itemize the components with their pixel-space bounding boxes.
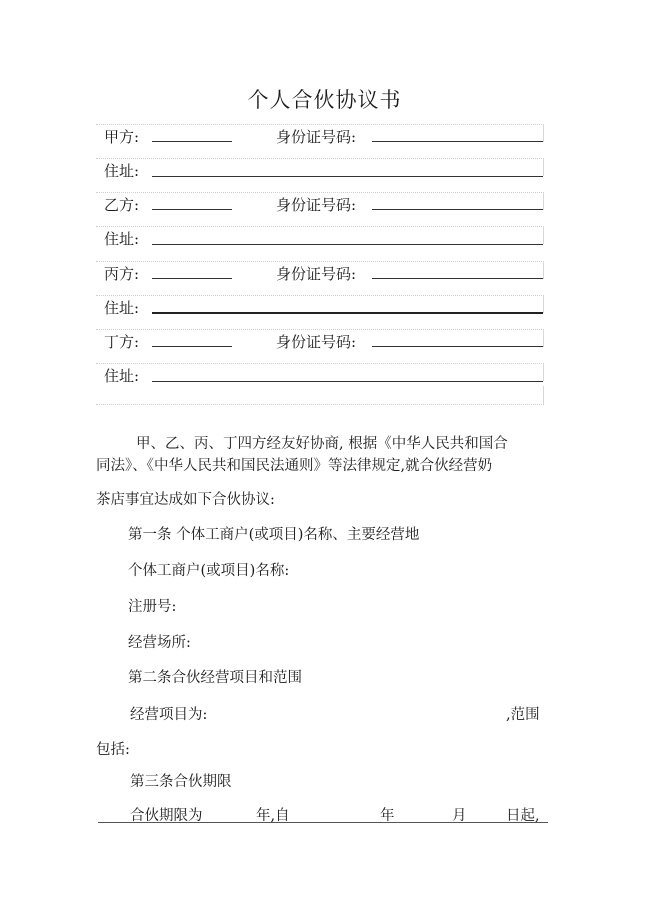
- party-b-label: 乙方:: [104, 196, 140, 214]
- term-label: 合伙期限为: [130, 808, 203, 824]
- party-a-label: 甲方:: [104, 128, 140, 146]
- party-b-name-field[interactable]: [152, 209, 232, 210]
- party-a-address-field[interactable]: [152, 176, 543, 177]
- grid-tick: [543, 386, 544, 404]
- party-b-id-label: 身份证号码:: [276, 196, 357, 214]
- grid-tick: [543, 226, 544, 244]
- start-day-label: 日起,: [506, 808, 540, 824]
- party-d-address-label: 住址:: [104, 367, 140, 385]
- bottom-rule: [98, 822, 548, 823]
- start-month-label: 月: [452, 808, 467, 824]
- registration-number-label: 注册号:: [128, 599, 177, 615]
- party-c-name-field[interactable]: [152, 278, 232, 279]
- party-c-address-label: 住址:: [104, 299, 140, 317]
- start-year-label: 年: [380, 808, 395, 824]
- party-a-address-row: [96, 158, 544, 192]
- party-c-label: 丙方:: [104, 265, 140, 283]
- party-d-name-field[interactable]: [152, 346, 232, 347]
- party-b-address-row: [96, 226, 544, 260]
- grid-tick: [543, 158, 544, 176]
- article-3-heading: 第三条合伙期限: [130, 774, 232, 790]
- grid-tick: [543, 261, 544, 279]
- include-label: 包括:: [96, 742, 130, 758]
- business-items-label: 经营项目为:: [130, 707, 208, 723]
- party-b-address-label: 住址:: [104, 230, 140, 248]
- party-d-id-field[interactable]: [372, 346, 543, 347]
- term-years-from-label: 年,自: [256, 808, 290, 824]
- party-d-id-label: 身份证号码:: [276, 333, 357, 351]
- party-a-name-field[interactable]: [152, 141, 232, 142]
- intro-line-3: 茶店事宜达成如下合伙协议:: [96, 492, 275, 508]
- article-1-heading: 第一条 个体工商户(或项目)名称、主要经营地: [128, 527, 420, 543]
- grid-tick: [543, 192, 544, 210]
- party-a-id-label: 身份证号码:: [276, 128, 357, 146]
- grid-tick: [543, 295, 544, 313]
- business-place-label: 经营场所:: [128, 635, 191, 651]
- party-d-label: 丁方:: [104, 333, 140, 351]
- party-a-id-field[interactable]: [372, 141, 543, 142]
- article-2-heading: 第二条合伙经营项目和范围: [128, 670, 302, 686]
- party-a-address-label: 住址:: [104, 162, 140, 180]
- party-c-id-field[interactable]: [372, 278, 543, 279]
- party-d-address-field[interactable]: [152, 381, 543, 382]
- party-b-id-field[interactable]: [372, 209, 543, 210]
- party-c-id-label: 身份证号码:: [276, 265, 357, 283]
- party-b-address-field[interactable]: [152, 244, 543, 245]
- party-d-address-row: [96, 363, 544, 397]
- business-name-label: 个体工商户(或项目)名称:: [128, 563, 290, 579]
- intro-line-2: 同法》、《中华人民共和国民法通则》等法律规定,就合伙经营奶: [96, 458, 493, 474]
- intro-line-1: 甲、乙、丙、丁四方经友好协商, 根据《中华人民共和国合: [136, 436, 508, 452]
- scope-label: ,范围: [506, 707, 540, 723]
- grid-tick: [543, 363, 544, 381]
- grid-tick: [543, 124, 544, 142]
- party-c-address-field[interactable]: [152, 312, 543, 314]
- document-title: 个人合伙协议书: [247, 88, 402, 112]
- grid-tick: [543, 329, 544, 347]
- grid-line: [96, 404, 544, 405]
